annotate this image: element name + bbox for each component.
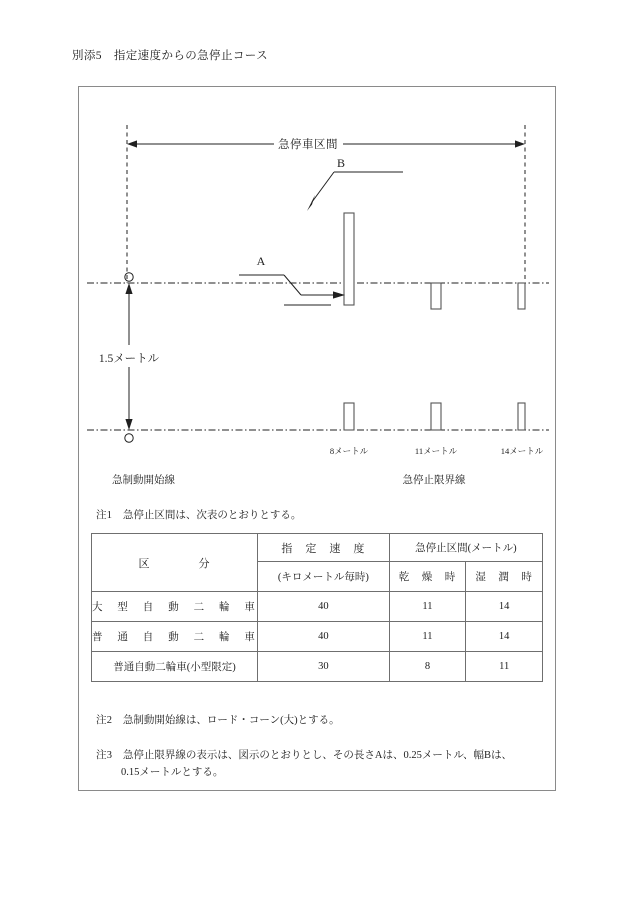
table-row bbox=[92, 592, 543, 622]
distance-label-14m: 14メートル bbox=[500, 446, 544, 456]
limit-marker-lower-14m bbox=[518, 403, 525, 430]
vertical-distance-arrow-down bbox=[125, 419, 132, 430]
note-3-label: 注3 bbox=[96, 750, 113, 761]
distance-label-8m: 8メートル bbox=[329, 446, 369, 456]
row-3-wet: 11 bbox=[466, 652, 543, 682]
note-1-label: 注1 bbox=[96, 510, 113, 521]
limit-line-caption: 急停止限界線 bbox=[402, 475, 466, 486]
distance-label-11m: 11メートル bbox=[414, 446, 458, 456]
row-1-dry: 11 bbox=[389, 592, 466, 622]
note-3-continuation: 0.15メートルとする。 bbox=[121, 767, 224, 778]
marker-b-label: B bbox=[336, 156, 346, 170]
table-row bbox=[92, 652, 543, 682]
header-speed-top: 指 定 速 度 bbox=[258, 534, 390, 562]
marker-a-arrow-head bbox=[333, 291, 345, 298]
row-3-speed: 30 bbox=[258, 652, 390, 682]
course-diagram bbox=[79, 87, 557, 495]
row-1-wet: 14 bbox=[466, 592, 543, 622]
header-wet: 湿 潤 時 bbox=[466, 562, 543, 592]
note-2-text: 急制動開始線は、ロード・コーン(大)とする。 bbox=[122, 715, 340, 726]
span-arrow-right-head bbox=[515, 140, 525, 147]
note-1 bbox=[96, 507, 301, 524]
table-header-row-1 bbox=[92, 534, 543, 562]
row-1-speed: 40 bbox=[258, 592, 390, 622]
span-label: 急停車区間 bbox=[278, 139, 338, 151]
vertical-distance-label: 1.5メートル bbox=[98, 353, 160, 365]
start-cone-lower bbox=[125, 434, 133, 442]
limit-marker-lower-8m bbox=[344, 403, 354, 430]
note-3 bbox=[96, 747, 512, 764]
limit-marker-upper-11m bbox=[431, 283, 441, 309]
spec-table bbox=[91, 533, 543, 682]
note-2-label: 注2 bbox=[96, 715, 113, 726]
content-frame bbox=[78, 86, 556, 791]
row-3-category: 普通自動二輪車(小型限定) bbox=[92, 652, 258, 682]
note-2 bbox=[96, 712, 340, 729]
note-3-text: 急停止限界線の表示は、図示のとおりとし、その長さAは、0.25メートル、幅Bは、 bbox=[122, 750, 512, 761]
row-2-speed: 40 bbox=[258, 622, 390, 652]
row-3-dry: 8 bbox=[389, 652, 466, 682]
limit-marker-upper-14m bbox=[518, 283, 525, 309]
header-stop-section: 急停止区間(メートル) bbox=[389, 534, 542, 562]
start-cone-upper bbox=[125, 273, 133, 281]
marker-a-label: A bbox=[256, 254, 266, 268]
header-speed-bottom: (キロメートル毎時) bbox=[258, 562, 390, 592]
row-2-dry: 11 bbox=[389, 622, 466, 652]
vertical-distance-arrow-up bbox=[125, 283, 132, 294]
table-row bbox=[92, 622, 543, 652]
marker-a-leader-diagonal bbox=[284, 275, 301, 295]
row-2-category: 普 通 自 動 二 輪 車 bbox=[92, 622, 258, 652]
marker-b-leader-diagonal bbox=[312, 172, 334, 202]
row-2-wet: 14 bbox=[466, 622, 543, 652]
note-1-text: 急停止区間は、次表のとおりとする。 bbox=[122, 510, 302, 521]
page-title: 別添5 指定速度からの急停止コース bbox=[72, 50, 268, 62]
limit-marker-tall-8m bbox=[344, 213, 354, 305]
course-diagram-svg bbox=[79, 87, 557, 495]
header-category: 区 分 bbox=[92, 534, 258, 592]
row-1-category: 大 型 自 動 二 輪 車 bbox=[92, 592, 258, 622]
header-dry: 乾 燥 時 bbox=[389, 562, 466, 592]
start-line-caption: 急制動開始線 bbox=[112, 475, 175, 486]
span-arrow-left-head bbox=[127, 140, 137, 147]
limit-marker-lower-11m bbox=[431, 403, 441, 430]
